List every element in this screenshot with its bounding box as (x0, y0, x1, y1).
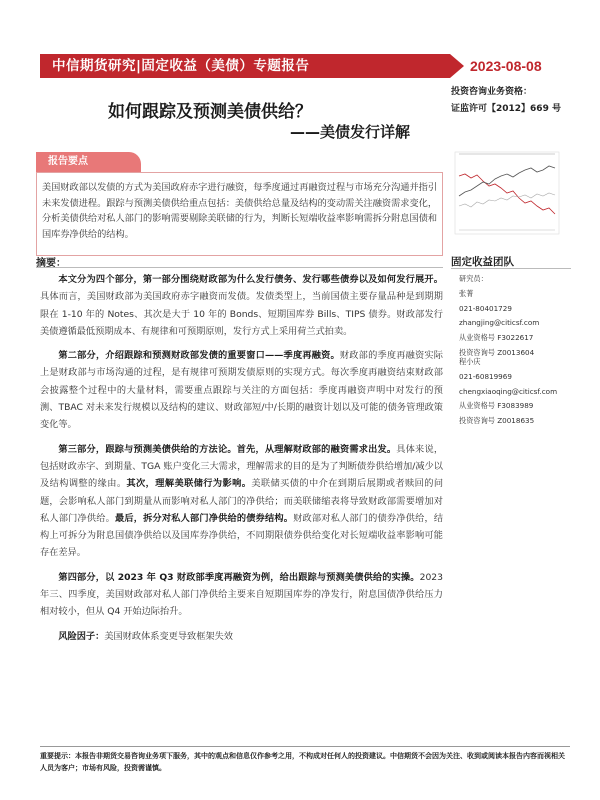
cover-chart-thumbnail (451, 146, 563, 244)
risk-factors (40, 628, 443, 645)
credential-value: 证监许可【2012】669 号 (451, 104, 561, 114)
credential-label: 投资咨询业务资格： (451, 87, 533, 97)
abstract-paragraph (40, 441, 443, 562)
analyst-email[interactable]: chengxiaoqing@citicsf.com (459, 386, 558, 396)
paragraph-text: 美联储买债的中介在到期后展期或者赎回的问题，会影响私人部门到期量从而影响对私人部门的净供给；而美联储缩表将导致财政部需要增加对私人部门净供给。 (40, 478, 444, 524)
abstract-heading: 摘要： (36, 258, 66, 269)
risk-label: 风险因子： (58, 630, 105, 642)
abstract-divider (36, 267, 443, 268)
team-divider (451, 268, 571, 269)
paragraph-text: 具体来说，包括财政赤字、到期量、TGA 账户变化三大需求，理解需求的目的是为了判断债券供给增加/减少以及结构调整的缘由。 (40, 443, 444, 490)
paragraph-lead: 第四部分，以 2023 年 Q3 财政部季度再融资为例，给出跟踪与预测美债供给的实操。 (58, 571, 420, 583)
paragraph-lead: 最后，拆分对私人部门净供给的债券结构。 (115, 512, 294, 524)
paragraph-lead: 其次，理解美联储行为影响。 (126, 478, 252, 490)
analyst-name: 张菁 (459, 288, 474, 298)
analyst-card (459, 272, 579, 361)
paragraph-text: 2023 年三、四季度，美国财政部对私人部门净供给主要来自短期国库券的净发行，附息国债净供给压力相对较小，但从 Q4 开始边际抬升。 (40, 571, 443, 618)
abstract-paragraph (40, 271, 443, 340)
paragraph-lead: 第三部分，跟踪与预测美债供给的方法论。首先，从理解财政部的融资需求出发。 (58, 443, 397, 455)
analyst-name: 程小庆 (459, 357, 481, 366)
report-subtitle: ——美债发行详解 (290, 123, 411, 141)
analyst-role: 研究员： (459, 274, 488, 283)
paragraph-text: 财政部的季度再融资实际上是财政部与市场沟通的过程，是有规律可预期发债原则的实现方式。每次季度再融资结束财政部会披露整个过程中的大量材料，需要重点跟踪与关注的方面包括：季度再融资声明中对发行的预测、TBAC 对未来发行规模以及结构的建议、财政部短/中/长期的融资计划以及可能的债务管理政策变化等。 (40, 350, 443, 431)
summary-tag: 报告要点 (36, 152, 141, 172)
analyst-phone: 021-80401729 (459, 303, 512, 313)
paragraph-lead: 本文分为四个部分，第一部分围绕财政部为什么发行债务、发行哪些债券以及如何发行展开。 (58, 274, 443, 285)
risk-text: 美国财政体系变更导致框架失效 (104, 630, 233, 642)
team-title: 固定收益团队 (451, 256, 514, 268)
analyst-card (459, 355, 579, 429)
abstract-paragraph (40, 347, 443, 433)
summary-text: 美国财政部以发债的方式为美国政府赤字进行融资，每季度通过再融资过程与市场充分沟通并指引未来发债进程。跟踪与预测美债供给重点包括：美债供给总量及结构的变动需关注融资需求变化，分析美债供给对私人部门的影响需要剔除美联储的行为，判断长短端收益率影响需拆分附息国债和国库券净供给的结构。 (42, 182, 438, 240)
report-date: 2023-08-08 (470, 58, 542, 74)
analyst-consult-id: 投资咨询号 Z0013604 (459, 347, 535, 357)
abstract-body (40, 271, 443, 645)
analyst-email[interactable]: zhangjing@citicsf.com (459, 318, 540, 328)
analyst-license: 从业资格号 F3083989 (459, 401, 534, 411)
disclaimer: 重要提示：本报告非期货交易咨询业务项下服务，其中的观点和信息仅作参考之用，不构成对任何人的投资建议。中信期货不会因为关注、收到或阅读本报告内容而视相关人员为客户；市场有风险，投资需谨慎。 (40, 746, 570, 774)
analyst-consult-id: 投资咨询号 Z0018635 (459, 416, 535, 426)
analyst-phone: 021-60819969 (459, 371, 512, 381)
abstract-paragraph (40, 569, 443, 621)
report-title: 如何跟踪及预测美债供给？ (108, 102, 312, 122)
analyst-license: 从业资格号 F3022617 (459, 333, 534, 343)
paragraph-text: 具体而言，美国财政部为美国政府赤字融资而发债。发债类型上，当前国债主要存量品种是到期期限在 1-10 年的 Notes、其次是大于 10 年的 Bonds、短期国库券 Bills、TIPS 债券。财政部发行美债遵循最低预期成本、有规律和可预期原则，发行方式上采用荷兰式拍卖。 (40, 291, 443, 337)
paragraph-text: 财政部对私人部门的债券净供给，结构上可拆分为附息国债净供给以及国库券净供给，不同期限债券供给变化对长短端收益率影响可能存在差异。 (40, 512, 444, 559)
report-series-banner: 中信期货研究|固定收益（美债）专题报告 (40, 54, 450, 78)
summary-box (36, 172, 443, 256)
paragraph-lead: 第二部分，介绍跟踪和预测财政部发债的重要窗口——季度再融资。 (58, 350, 340, 362)
